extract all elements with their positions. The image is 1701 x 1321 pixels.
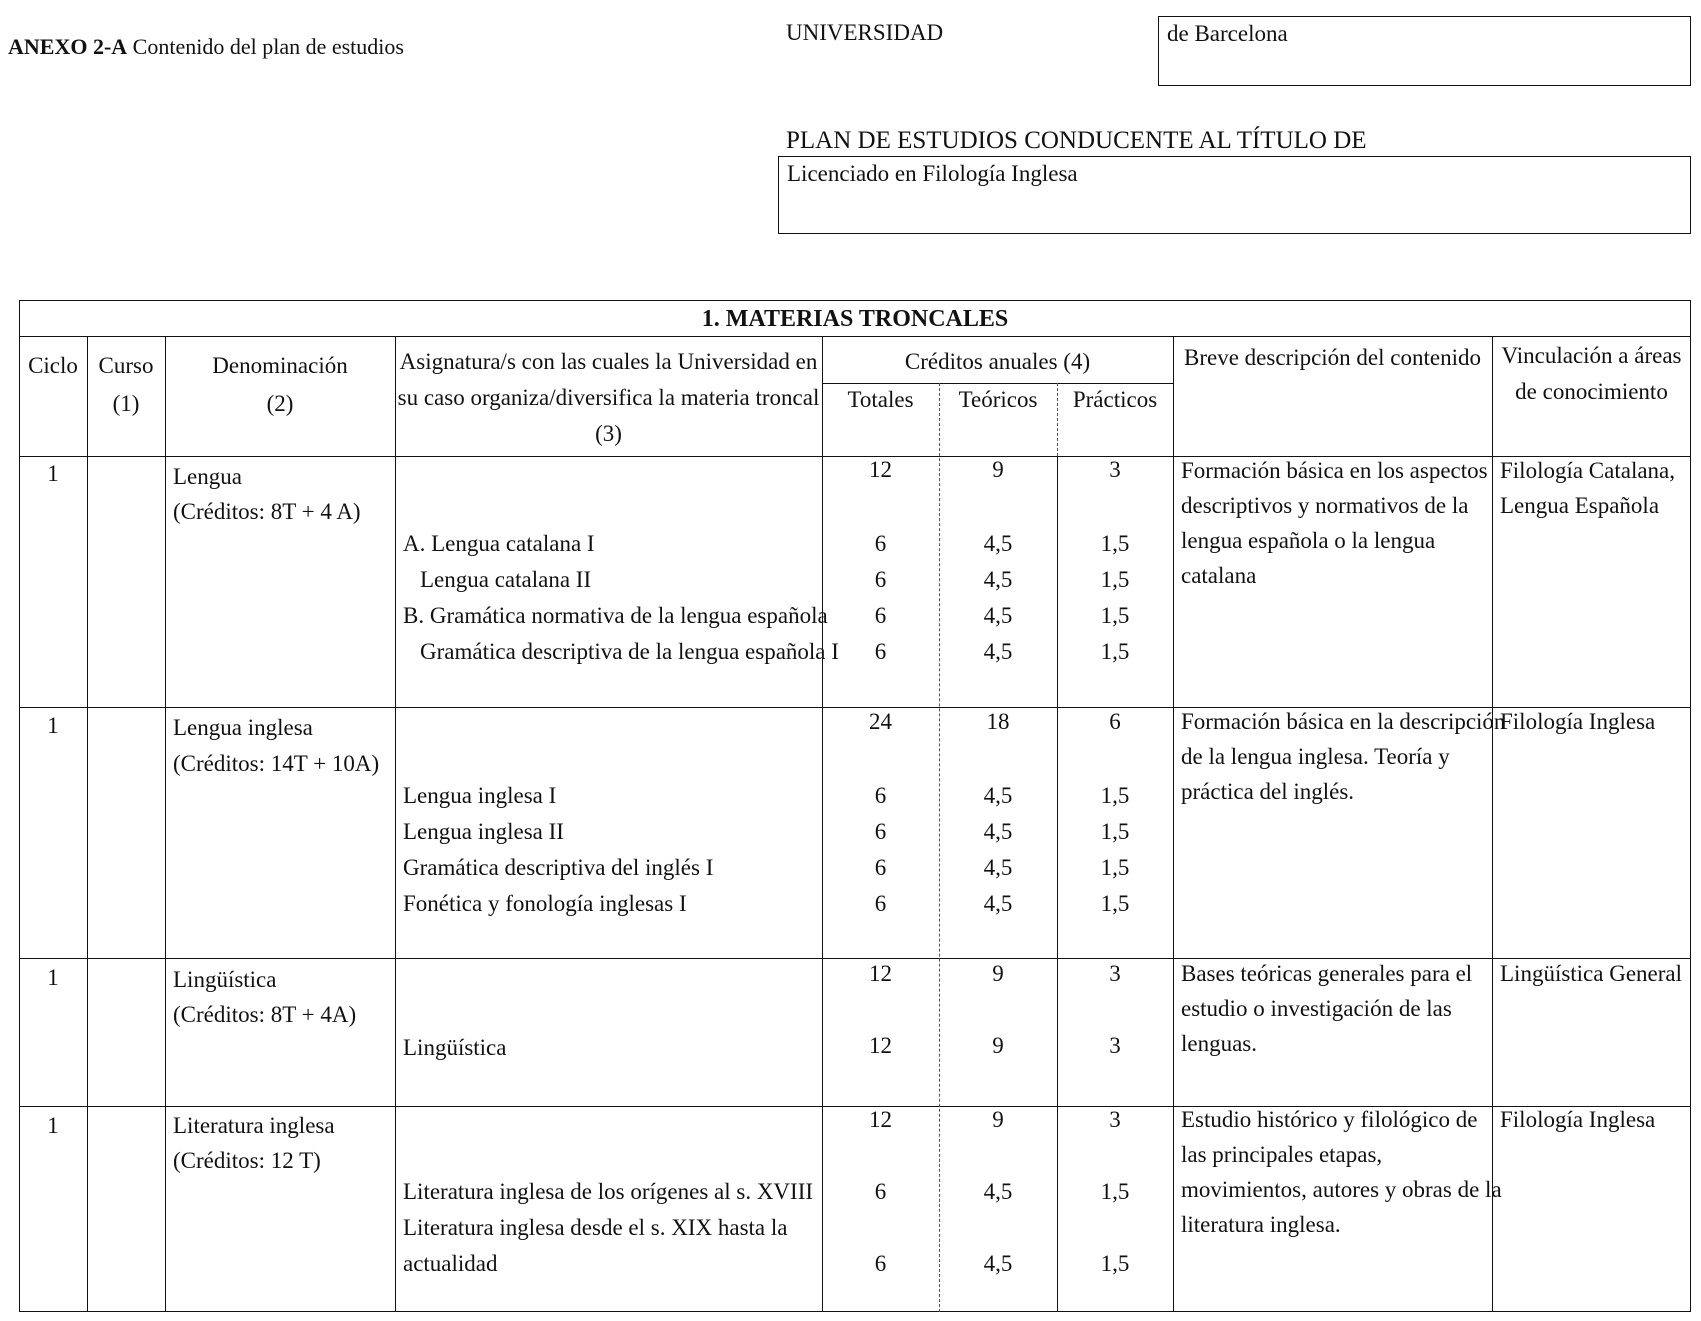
row-creditos-note: (Créditos: 14T + 10A)	[173, 751, 380, 776]
university-field	[1158, 16, 1691, 86]
row-descripcion: Estudio histórico y filológico de	[1181, 1107, 1478, 1132]
university-label: UNIVERSIDAD	[786, 20, 944, 45]
col-teoricos: Teóricos	[958, 387, 1038, 412]
annex-number: ANEXO 2-A	[8, 34, 128, 59]
subject-name: Literatura inglesa desde el s. XIX hasta la	[403, 1215, 788, 1240]
col-asignatura-note: (3)	[595, 421, 622, 446]
col-asignatura-line2: su caso organiza/diversifica la materia troncal	[397, 385, 820, 410]
row-descripcion: literatura inglesa.	[1181, 1212, 1341, 1237]
row-total-totales: 12	[869, 961, 892, 986]
subject-name: Lengua catalana II	[420, 567, 592, 592]
row-descripcion: práctica del inglés.	[1181, 779, 1355, 804]
table-rule	[165, 336, 166, 1312]
row-descripcion: catalana	[1181, 563, 1257, 588]
subject-totales: 6	[874, 1251, 887, 1276]
row-total-teoricos: 9	[992, 1107, 1004, 1132]
row-total-totales: 12	[869, 1107, 892, 1132]
subject-totales: 12	[869, 1033, 892, 1058]
col-vinculacion-line2: de conocimiento	[1515, 379, 1668, 404]
row-descripcion: descriptivos y normativos de la	[1181, 493, 1469, 518]
subject-totales: 6	[874, 891, 887, 916]
col-vinculacion-line1: Vinculación a áreas	[1501, 343, 1682, 368]
annex-heading	[8, 30, 404, 64]
row-descripcion: lengua española o la lengua	[1181, 528, 1436, 553]
row-ciclo: 1	[47, 1113, 59, 1138]
subject-teoricos: 9	[992, 1033, 1004, 1058]
row-ciclo: 1	[47, 713, 59, 738]
subject-practicos: 1,5	[1100, 855, 1130, 880]
col-ciclo: Ciclo	[28, 353, 78, 378]
subject-practicos: 3	[1109, 1033, 1121, 1058]
col-totales: Totales	[847, 387, 914, 412]
col-curso-note: (1)	[112, 391, 140, 416]
university-value: de Barcelona	[1167, 21, 1288, 46]
row-vinculacion: Lengua Española	[1500, 493, 1660, 518]
subject-name: B. Gramática normativa de la lengua española	[403, 603, 828, 628]
subject-name: Lengua inglesa II	[403, 819, 564, 844]
row-creditos-note: (Créditos: 8T + 4 A)	[173, 499, 361, 524]
row-creditos-note: (Créditos: 8T + 4A)	[173, 1002, 357, 1027]
row-descripcion: Formación básica en la descripción	[1181, 709, 1506, 734]
subject-name: actualidad	[403, 1251, 498, 1276]
subject-name: Fonética y fonología inglesas I	[403, 891, 687, 916]
row-ciclo: 1	[47, 461, 59, 486]
col-descripcion: Breve descripción del contenido	[1184, 345, 1481, 370]
row-descripcion: estudio o investigación de las	[1181, 996, 1452, 1021]
degree-field	[778, 156, 1691, 234]
row-descripcion: Bases teóricas generales para el	[1181, 961, 1473, 986]
subject-totales: 6	[874, 639, 887, 664]
row-descripcion: de la lengua inglesa. Teoría y	[1181, 744, 1450, 769]
subject-totales: 6	[874, 783, 887, 808]
degree-value: Licenciado en Filología Inglesa	[787, 161, 1078, 186]
subject-totales: 6	[874, 1179, 887, 1204]
subject-totales: 6	[874, 855, 887, 880]
row-creditos-note: (Créditos: 12 T)	[173, 1148, 321, 1173]
row-total-totales: 12	[869, 457, 892, 482]
subject-teoricos: 4,5	[983, 639, 1013, 664]
row-total-practicos: 3	[1109, 457, 1121, 482]
col-denominacion: Denominación	[212, 353, 348, 378]
table-rule	[1173, 336, 1174, 1312]
table-rule	[19, 336, 1691, 337]
row-total-teoricos: 9	[992, 457, 1004, 482]
plan-label: PLAN DE ESTUDIOS CONDUCENTE AL TÍTULO DE	[786, 127, 1367, 154]
subject-teoricos: 4,5	[983, 855, 1013, 880]
row-denominacion: Lengua	[173, 464, 242, 489]
row-descripcion: movimientos, autores y obras de la	[1181, 1177, 1502, 1202]
subject-practicos: 1,5	[1100, 1251, 1130, 1276]
table-rule	[87, 336, 88, 1312]
subject-practicos: 1,5	[1100, 603, 1130, 628]
row-descripcion: lenguas.	[1181, 1031, 1258, 1056]
row-total-practicos: 3	[1109, 1107, 1121, 1132]
row-denominacion: Lengua inglesa	[173, 715, 313, 740]
row-denominacion: Literatura inglesa	[173, 1113, 335, 1138]
subject-name: Lengua inglesa I	[403, 783, 557, 808]
subject-teoricos: 4,5	[983, 819, 1013, 844]
row-total-practicos: 6	[1109, 709, 1121, 734]
subject-totales: 6	[874, 567, 887, 592]
row-total-teoricos: 9	[992, 961, 1004, 986]
section-title: 1. MATERIAS TRONCALES	[701, 306, 1009, 332]
subject-totales: 6	[874, 531, 887, 556]
row-total-practicos: 3	[1109, 961, 1121, 986]
col-denominacion-note: (2)	[266, 391, 294, 416]
row-vinculacion: Filología Inglesa	[1500, 709, 1656, 734]
table-rule	[395, 336, 396, 1312]
subject-name: Literatura inglesa de los orígenes al s. XVIII	[403, 1179, 814, 1204]
subject-teoricos: 4,5	[983, 603, 1013, 628]
row-total-totales: 24	[869, 709, 892, 734]
subject-name: Lingüística	[403, 1035, 507, 1060]
subject-name: A. Lengua catalana I	[403, 531, 595, 556]
table-rule	[1492, 336, 1493, 1312]
subject-teoricos: 4,5	[983, 531, 1013, 556]
col-practicos: Prácticos	[1072, 387, 1158, 412]
row-total-teoricos: 18	[986, 709, 1010, 734]
subject-totales: 6	[874, 819, 887, 844]
subject-practicos: 1,5	[1100, 891, 1130, 916]
row-ciclo: 1	[47, 965, 59, 990]
col-curso: Curso	[98, 353, 154, 378]
subject-teoricos: 4,5	[983, 567, 1013, 592]
subject-practicos: 1,5	[1100, 639, 1130, 664]
row-denominacion: Lingüística	[173, 967, 277, 992]
subject-teoricos: 4,5	[983, 1251, 1013, 1276]
subject-teoricos: 4,5	[983, 1179, 1013, 1204]
subject-practicos: 1,5	[1100, 1179, 1130, 1204]
subject-name: Gramática descriptiva del inglés I	[403, 855, 714, 880]
subject-practicos: 1,5	[1100, 783, 1130, 808]
subject-totales: 6	[874, 603, 887, 628]
row-descripcion: Formación básica en los aspectos	[1181, 458, 1488, 483]
annex-title: Contenido del plan de estudios	[132, 34, 404, 59]
row-descripcion: las principales etapas,	[1181, 1142, 1383, 1167]
subject-practicos: 1,5	[1100, 567, 1130, 592]
subject-practicos: 1,5	[1100, 819, 1130, 844]
row-vinculacion: Lingüística General	[1500, 961, 1683, 986]
subject-teoricos: 4,5	[983, 783, 1013, 808]
row-vinculacion: Filología Inglesa	[1500, 1107, 1656, 1132]
subject-name: Gramática descriptiva de la lengua española I	[420, 639, 839, 664]
subject-teoricos: 4,5	[983, 891, 1013, 916]
col-creditos: Créditos anuales (4)	[904, 349, 1091, 374]
subject-practicos: 1,5	[1100, 531, 1130, 556]
col-asignatura-line1: Asignatura/s con las cuales la Universidad en	[399, 349, 818, 374]
row-vinculacion: Filología Catalana,	[1500, 458, 1676, 483]
